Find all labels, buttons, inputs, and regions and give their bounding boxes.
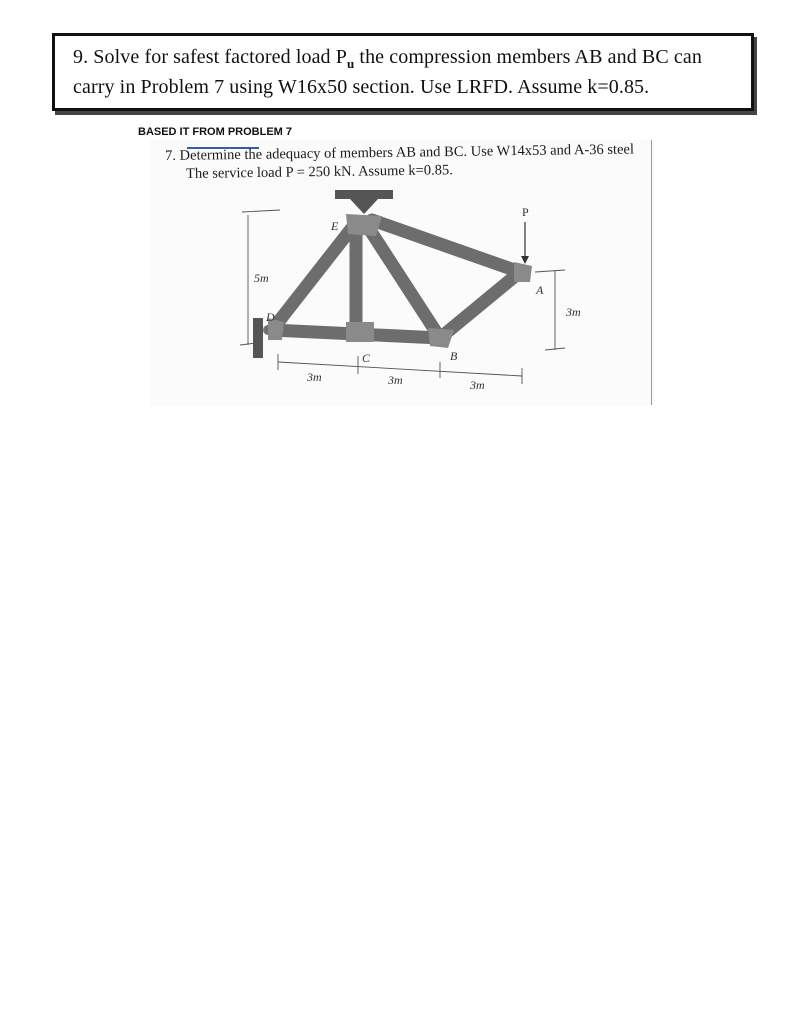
question-subscript: u bbox=[346, 56, 355, 71]
member-ba bbox=[440, 272, 520, 338]
node-label-d: D bbox=[266, 310, 275, 324]
dim-label-right-3m: 3m bbox=[566, 305, 581, 319]
load-label: P bbox=[522, 205, 529, 219]
top-support-pin bbox=[350, 199, 378, 214]
gusset-a bbox=[514, 262, 532, 282]
dim-label-5m: 5m bbox=[254, 271, 269, 285]
question-text-b: the compression members AB and BC can bbox=[354, 46, 702, 68]
question-line-1 bbox=[73, 46, 702, 72]
node-label-c: C bbox=[362, 351, 371, 365]
dim-label-span2: 3m bbox=[388, 373, 403, 387]
dim-right-top-tick bbox=[535, 270, 565, 272]
question-text-a: 9. Solve for safest factored load P bbox=[73, 46, 347, 68]
load-arrow-head bbox=[521, 256, 529, 264]
gusset-c bbox=[346, 322, 374, 342]
problem7-line-2: The service load P = 250 kN. Assume k=0.85. bbox=[186, 162, 453, 182]
based-note: BASED IT FROM PROBLEM 7 bbox=[138, 126, 293, 138]
truss-diagram bbox=[150, 190, 610, 395]
node-label-b: B bbox=[450, 349, 458, 363]
gusset-e bbox=[346, 214, 382, 236]
question-box bbox=[52, 33, 754, 111]
gusset-b bbox=[428, 328, 454, 348]
question-line-2: carry in Problem 7 using W16x50 section. Use LRFD. Assume k=0.85. bbox=[73, 76, 650, 98]
node-label-a: A bbox=[536, 283, 544, 297]
problem7-line-1: 7. Determine the adequacy of members AB and BC. Use W14x53 and A-36 steel bbox=[165, 141, 635, 164]
node-label-e: E bbox=[331, 219, 339, 233]
member-de bbox=[272, 224, 355, 330]
dim-label-span1: 3m bbox=[307, 370, 322, 384]
top-support-hatch bbox=[335, 190, 393, 199]
dim-left-top-tick bbox=[242, 210, 280, 212]
wall-support bbox=[253, 318, 263, 358]
scan-edge bbox=[651, 140, 652, 405]
dim-label-span3: 3m bbox=[470, 378, 485, 392]
truss-members bbox=[272, 220, 520, 338]
